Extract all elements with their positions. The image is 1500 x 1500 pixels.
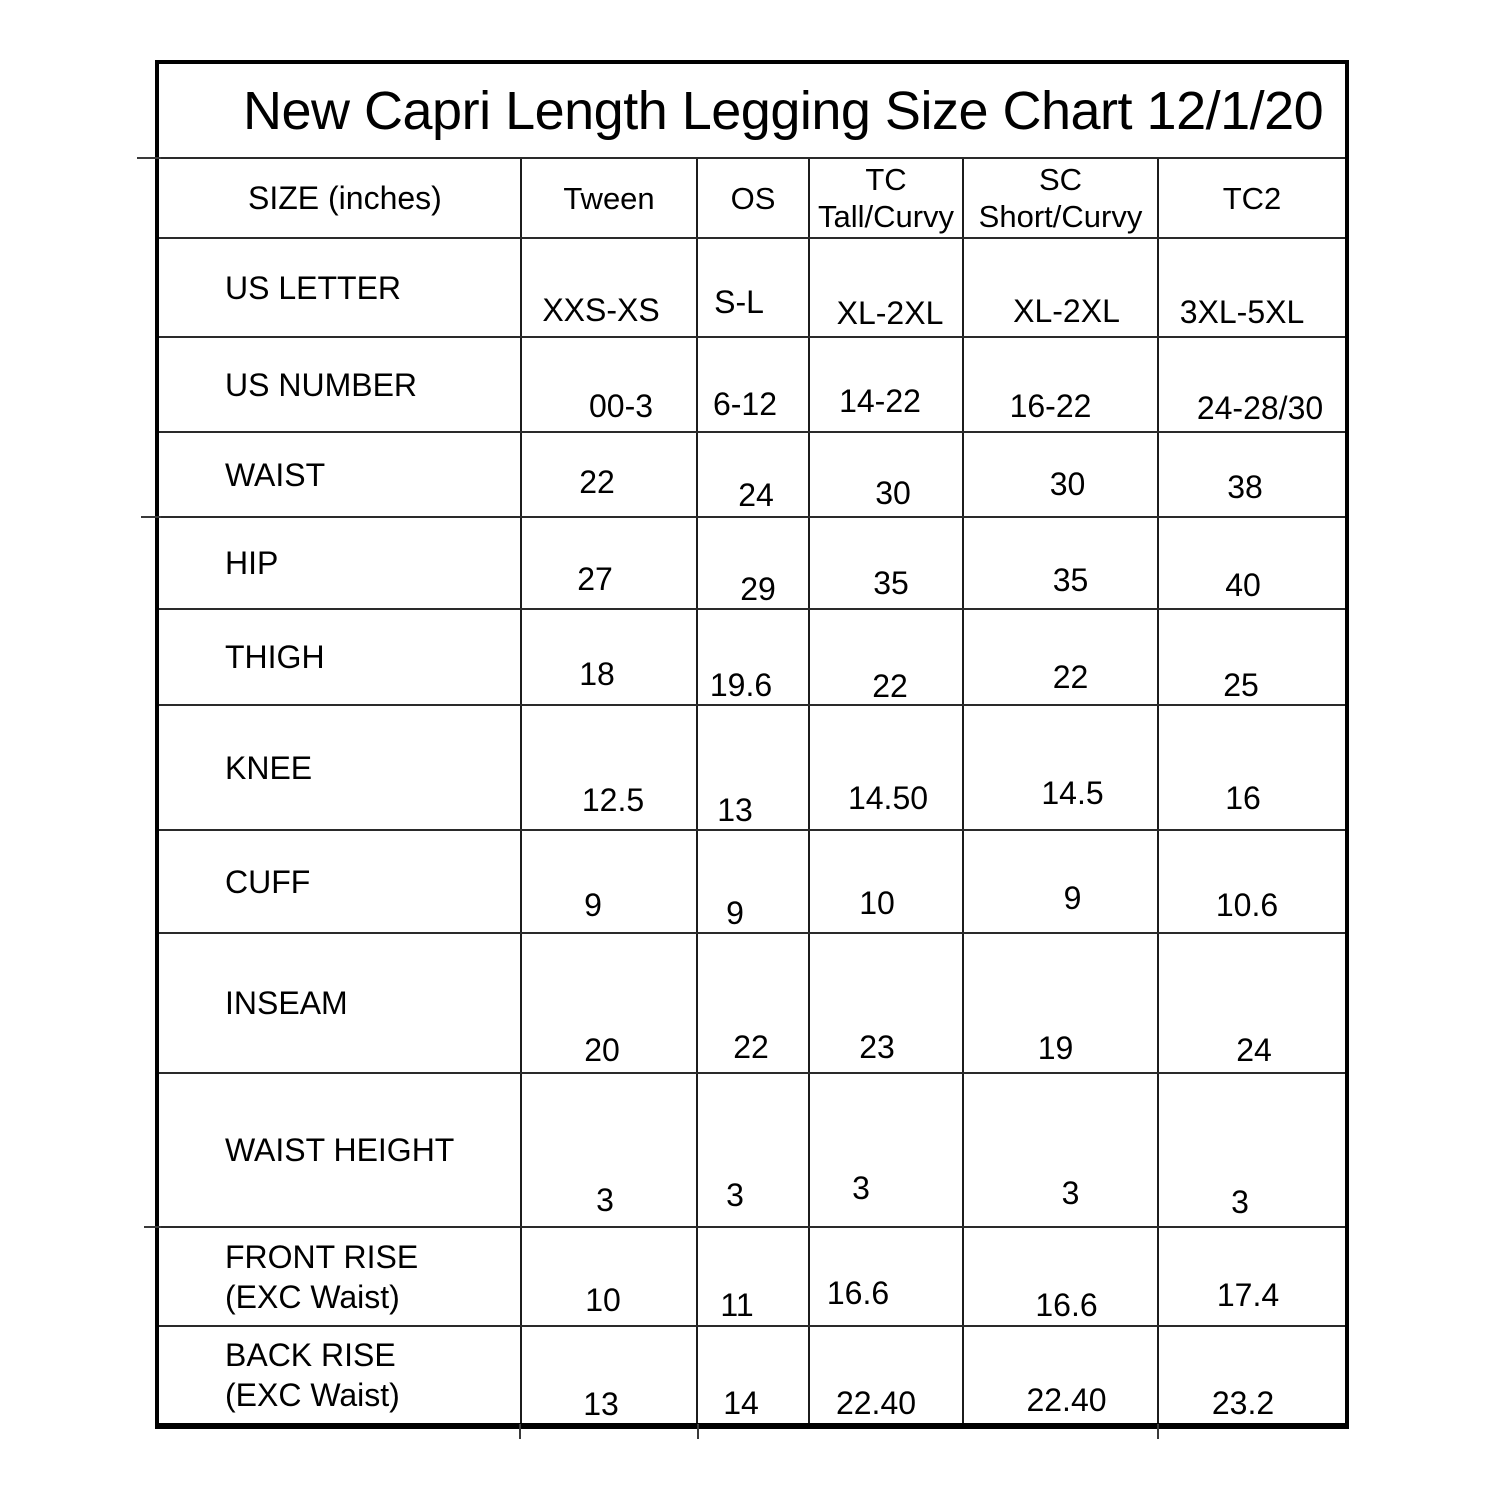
table-cell [808,239,962,336]
table-cell [808,338,962,431]
header-row [159,159,1345,239]
cell-value: 16 [1225,780,1261,816]
cell-value: 22 [733,1029,769,1065]
column-header [1157,159,1345,237]
table-row [159,610,1345,706]
column-header [696,159,808,237]
row-label [159,610,520,704]
cell-value: XL-2XL [836,295,944,331]
table-row [159,338,1345,433]
cell-value: 3XL-5XL [1179,294,1305,330]
column-header [808,159,962,237]
row-label-text: WAIST HEIGHT [225,1132,455,1168]
table-cell [962,239,1157,336]
row-label [159,433,520,516]
table-cell [962,433,1157,516]
cell-value: 30 [875,475,911,511]
cell-value: 40 [1225,567,1261,603]
table-row [159,518,1345,610]
row-label [159,706,520,829]
title-row [159,64,1345,159]
row-label-subtext: (EXC Waist) [225,1377,400,1413]
table-cell [520,1074,696,1226]
table-cell [520,433,696,516]
cell-value: 22 [872,668,908,704]
table-cell [1157,706,1345,829]
cell-value: 17.4 [1216,1277,1280,1313]
column-header [962,159,1157,237]
cell-value: 9 [726,895,744,931]
chart-title: New Capri Length Legging Size Chart 12/1/20 [243,80,1324,141]
table-cell [696,1228,808,1325]
table-cell [1157,610,1345,704]
table-cell [962,1327,1157,1423]
artifact-line [1157,1424,1159,1439]
cell-value: 13 [583,1386,619,1422]
cell-value: 19 [1037,1030,1074,1066]
table-row [159,1228,1345,1327]
artifact-line [137,157,161,159]
row-label [159,1228,520,1325]
cell-value: 3 [726,1177,744,1213]
table-cell [808,831,962,932]
table-cell [1157,831,1345,932]
row-label-text: THIGH [225,639,325,675]
column-header-sublabel: Short/Curvy [978,199,1143,234]
cell-value: 10 [859,885,895,921]
cell-value: S-L [714,284,764,320]
column-header-sublabel: Tall/Curvy [817,199,955,234]
cell-value: 3 [596,1182,614,1218]
table-cell [520,831,696,932]
table-cell [1157,239,1345,336]
table-cell [808,1074,962,1226]
cell-value: 16.6 [1035,1287,1098,1323]
row-label-text: KNEE [225,749,313,786]
cell-value: 12.5 [581,782,645,818]
table-row [159,239,1345,338]
cell-value: 30 [1049,466,1086,502]
table-cell [808,518,962,608]
row-label-text: US NUMBER [225,366,418,403]
table-cell [520,1327,696,1423]
table-cell [962,934,1157,1072]
table-cell [962,610,1157,704]
artifact-line [144,1226,161,1228]
column-header-label: OS [730,180,776,216]
table-row [159,706,1345,831]
table-cell [962,706,1157,829]
row-label-text: HIP [225,545,279,581]
cell-value: 9 [1063,880,1082,916]
artifact-line [697,1424,699,1439]
table-cell [962,338,1157,431]
cell-value: 23 [859,1029,895,1065]
table-cell [808,433,962,516]
artifact-line [519,1424,521,1439]
table-cell [808,610,962,704]
table-body [159,239,1345,1423]
table-cell [696,338,808,431]
cell-value: 14.5 [1041,775,1104,811]
cell-value: 3 [852,1170,870,1206]
row-label [159,518,520,608]
cell-value: 3 [1061,1175,1080,1211]
cell-value: 24 [1236,1032,1272,1068]
table-cell [696,610,808,704]
row-label-text: FRONT RISE [225,1238,419,1275]
cell-value: 38 [1227,469,1263,505]
column-header [520,159,696,237]
cell-value: 35 [1052,562,1089,598]
table-cell [696,934,808,1072]
cell-value: 20 [584,1032,620,1068]
size-chart-table [155,60,1349,1429]
cell-value: 18 [579,656,615,692]
cell-value: 16.6 [826,1275,890,1311]
cell-value: 19.6 [709,667,773,703]
cell-value: 22 [1052,659,1089,695]
column-header-label: SC [1038,162,1083,197]
table-cell [520,239,696,336]
table-row [159,831,1345,934]
cell-value: 25 [1223,667,1259,703]
table-cell [962,1074,1157,1226]
column-header-size [159,159,520,237]
cell-value: 14-22 [839,383,921,419]
table-cell [696,239,808,336]
row-label-text: CUFF [225,863,311,900]
cell-value: 35 [873,565,909,601]
table-cell [1157,518,1345,608]
table-cell [520,1228,696,1325]
cell-value: 23.2 [1211,1385,1275,1421]
table-cell [808,1228,962,1325]
table-cell [808,1327,962,1423]
table-cell [520,934,696,1072]
cell-value: 29 [740,571,776,607]
table-cell [962,1228,1157,1325]
cell-value: 16-22 [1009,388,1092,424]
column-header-label: TC2 [1222,180,1282,216]
row-label-text: INSEAM [225,985,348,1021]
table-cell [696,1074,808,1226]
table-cell [520,518,696,608]
row-label [159,831,520,932]
table-cell [1157,1327,1345,1423]
cell-value: 22.40 [1026,1382,1107,1418]
table-cell [1157,934,1345,1072]
row-label-subtext: (EXC Waist) [225,1278,400,1315]
table-cell [696,706,808,829]
row-label-text: BACK RISE [225,1337,396,1373]
table-cell [520,706,696,829]
column-header-label: TC [865,162,907,197]
cell-value: 3 [1231,1184,1249,1220]
table-cell [808,706,962,829]
cell-value: 9 [584,887,602,923]
table-cell [696,518,808,608]
column-header-label: Tween [563,180,655,216]
cell-value: XL-2XL [1013,293,1120,329]
row-label [159,239,520,336]
table-cell [696,433,808,516]
table-cell [962,831,1157,932]
table-cell [520,338,696,431]
column-header-label: SIZE (inches) [248,179,442,216]
table-cell [696,831,808,932]
artifact-line [141,516,161,518]
cell-value: 22.40 [835,1385,917,1421]
table-row [159,433,1345,518]
table-cell [1157,1074,1345,1226]
cell-value: 14 [723,1385,759,1421]
row-label [159,934,520,1072]
table-cell [1157,1228,1345,1325]
cell-value: 11 [720,1287,754,1323]
cell-value: 00-3 [588,388,654,424]
cell-value: 22 [579,464,615,500]
row-label-text: WAIST [225,456,326,493]
table-row [159,1327,1345,1423]
row-label-text: US LETTER [225,269,402,306]
row-label [159,338,520,431]
table-cell [520,610,696,704]
cell-value: 13 [717,792,753,828]
row-label [159,1327,520,1423]
table-row [159,934,1345,1074]
cell-value: XXS-XS [542,292,660,328]
cell-value: 24-28/30 [1196,390,1324,426]
table-row [159,1074,1345,1228]
table-cell [962,518,1157,608]
cell-value: 10.6 [1215,887,1279,923]
row-label [159,1074,520,1226]
table-cell [808,934,962,1072]
table-cell [1157,433,1345,516]
cell-value: 14.50 [847,780,929,816]
cell-value: 27 [577,561,613,597]
cell-value: 6-12 [712,386,778,422]
cell-value: 10 [585,1282,621,1318]
table-cell [1157,338,1345,431]
table-cell [696,1327,808,1423]
cell-value: 24 [738,477,774,513]
